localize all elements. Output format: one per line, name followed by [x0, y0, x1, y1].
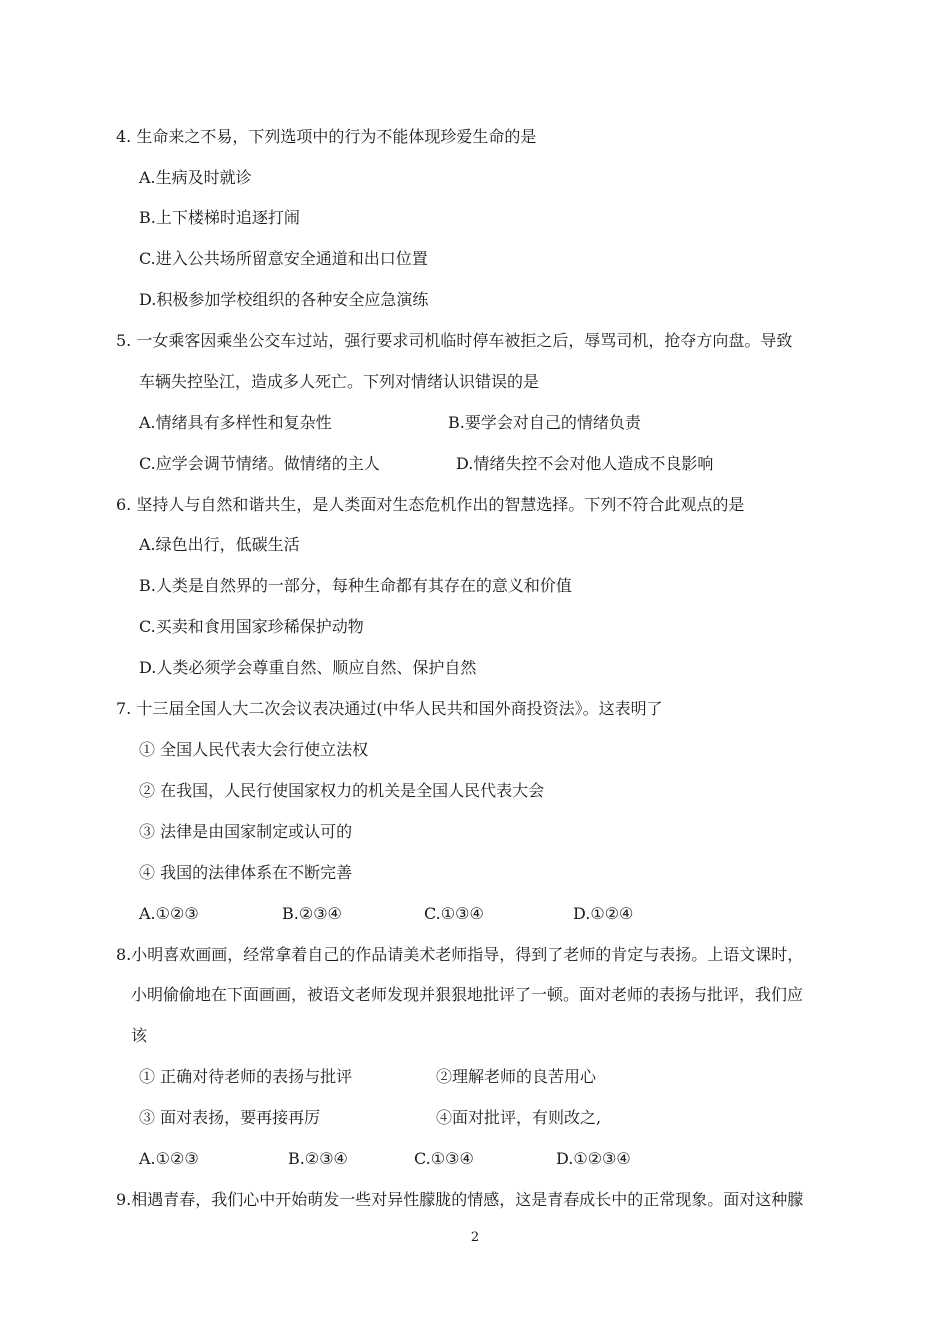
q8-stem-line-1: 8.小明喜欢画画，经常拿着自己的作品请美术老师指导，得到了老师的肯定与表扬。上语文课时， [116, 945, 804, 964]
q7-option-a: A.①②③ [139, 904, 199, 923]
q6-option-d: D.人类必须学会尊重自然、顺应自然、保护自然 [139, 658, 477, 677]
q4-option-a: A.生病及时就诊 [139, 168, 252, 187]
q4-option-b: B.上下楼梯时追逐打闹 [139, 208, 300, 227]
q8-stem-line-3: 该 [131, 1026, 148, 1045]
q5-option-d: D.情绪失控不会对他人造成不良影响 [456, 454, 714, 473]
q8-item-4: ④面对批评，有则改之, [436, 1108, 602, 1127]
q7-item-3: ③ 法律是由国家制定或认可的 [139, 822, 353, 841]
q8-option-d: D.①②③④ [556, 1149, 631, 1168]
q5-stem-line-1: 5. 一女乘客因乘坐公交车过站，强行要求司机临时停车被拒之后，辱骂司机，抢夺方向盘。导致 [116, 331, 793, 350]
q8-item-1: ① 正确对待老师的表扬与批评 [139, 1067, 353, 1086]
q6-stem: 6. 坚持人与自然和谐共生，是人类面对生态危机作出的智慧选择。下列不符合此观点的是 [116, 495, 745, 514]
q7-item-2: ② 在我国，人民行使国家权力的机关是全国人民代表大会 [139, 781, 545, 800]
q6-option-b: B.人类是自然界的一部分，每种生命都有其存在的意义和价值 [139, 576, 572, 595]
q9-stem-line-1: 9.相遇青春，我们心中开始萌发一些对异性朦胧的情感，这是青春成长中的正常现象。面对这种朦 [116, 1190, 804, 1209]
q7-option-b: B.②③④ [282, 904, 342, 923]
q7-item-1: ① 全国人民代表大会行使立法权 [139, 740, 369, 759]
q5-option-c: C.应学会调节情绪。做情绪的主人 [139, 454, 380, 473]
q6-option-a: A.绿色出行，低碳生活 [139, 535, 300, 554]
q8-item-2: ②理解老师的良苦用心 [436, 1067, 597, 1086]
q8-option-c: C.①③④ [414, 1149, 474, 1168]
q7-stem: 7. 十三届全国人大二次会议表决通过(中华人民共和国外商投资法》。这表明了 [116, 699, 663, 718]
q7-option-d: D.①②④ [573, 904, 634, 923]
q6-option-c: C.买卖和食用国家珍稀保护动物 [139, 617, 364, 636]
q5-option-b: B.要学会对自己的情绪负责 [448, 413, 641, 432]
q7-option-c: C.①③④ [424, 904, 484, 923]
q8-option-a: A.①②③ [139, 1149, 199, 1168]
q5-option-a: A.情绪具有多样性和复杂性 [139, 413, 332, 432]
page-number: 2 [470, 1230, 480, 1245]
q8-item-3: ③ 面对表扬，要再接再厉 [139, 1108, 321, 1127]
q4-option-d: D.积极参加学校组织的各种安全应急演练 [139, 290, 429, 309]
q4-option-c: C.进入公共场所留意安全通道和出口位置 [139, 249, 428, 268]
q4-stem: 4. 生命来之不易，下列选项中的行为不能体现珍爱生命的是 [116, 127, 537, 146]
q8-stem-line-2: 小明偷偷地在下面画画，被语文老师发现并狠狠地批评了一顿。面对老师的表扬与批评，我们应 [131, 985, 804, 1004]
q8-option-b: B.②③④ [288, 1149, 348, 1168]
q5-stem-line-2: 车辆失控坠江，造成多人死亡。下列对情绪认识错误的是 [139, 372, 540, 391]
q7-item-4: ④ 我国的法律体系在不断完善 [139, 863, 353, 882]
